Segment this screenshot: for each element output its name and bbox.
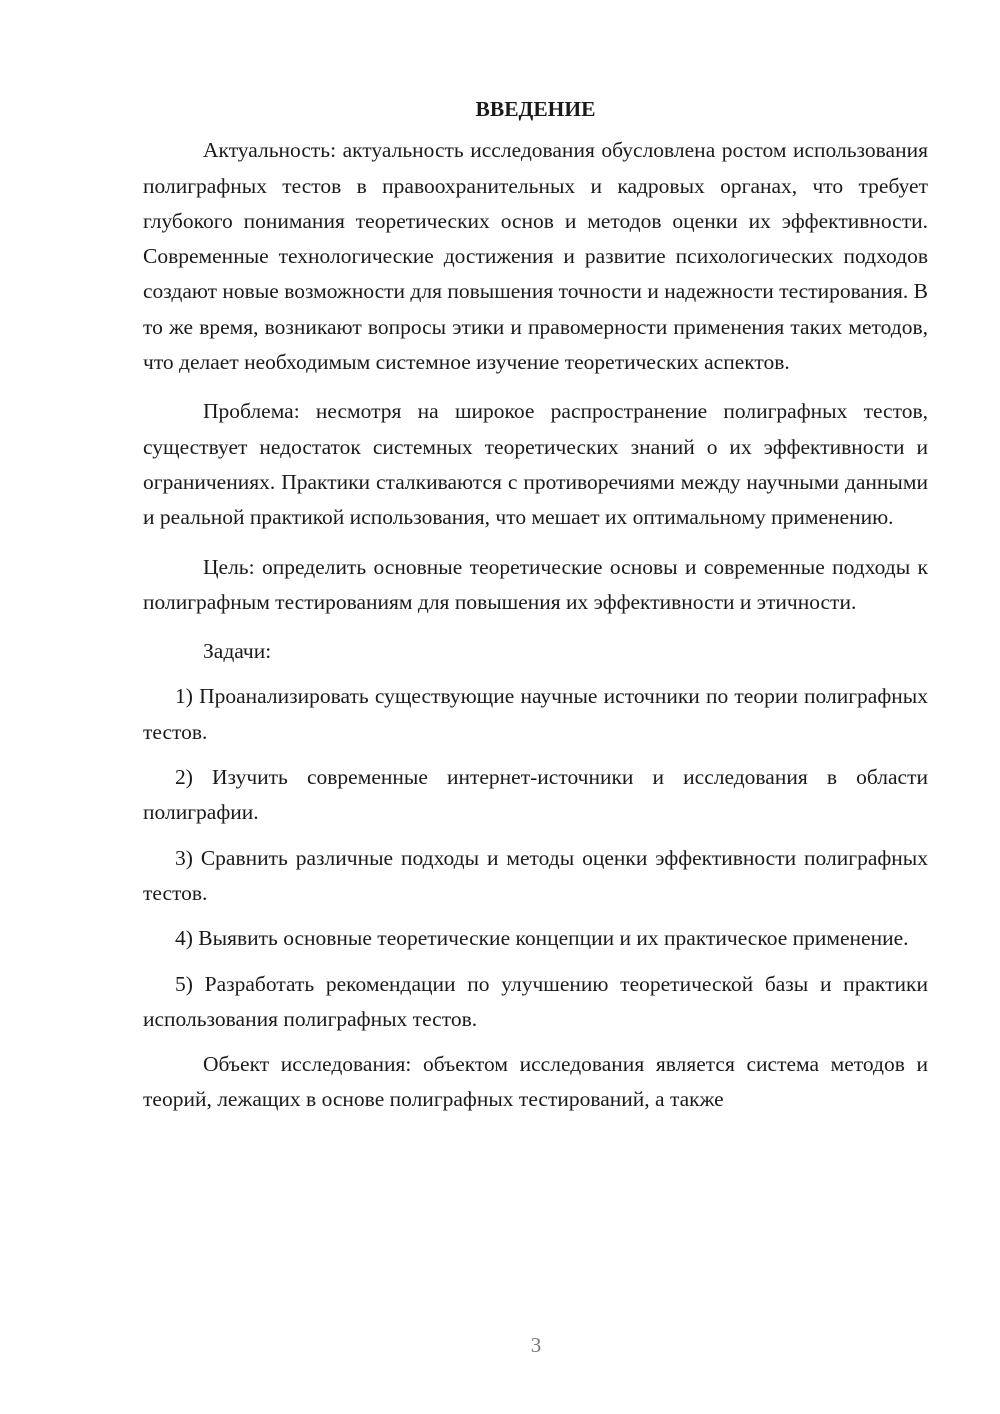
paragraph-object: Объект исследования: объектом исследования является система методов и теорий, лежащих в основе полиграфных тестирований, а также xyxy=(143,1052,928,1112)
paragraph-relevance: Актуальность: актуальность исследования обусловлена ростом использования полиграфных тестов в правоохранительных и кадровых органах, что требует глубокого понимания теоретических основ и методов оценки их эффективности. Современные технологические достижения и развитие психологических подходов создают новые возможности для повышения точности и надежности тестирования. В то же время, возникают вопросы этики и правомерности применения таких методов, что делает необходимым системное изучение теоретических аспектов. xyxy=(143,138,929,375)
section-title: ВВЕДЕНИЕ xyxy=(475,97,596,121)
task-item-3: 3) Сравнить различные подходы и методы оценки эффективности полиграфных тестов. xyxy=(143,845,928,905)
task-item-4: 4) Выявить основные теоретические концепции и их практическое применение. xyxy=(175,926,909,951)
document-page xyxy=(143,92,928,1118)
page-number: 3 xyxy=(530,1333,542,1357)
tasks-label: Задачи: xyxy=(203,639,272,664)
task-item-2: 2) Изучить современные интернет-источники и исследования в области полиграфии. xyxy=(143,765,928,825)
paragraph-problem: Проблема: несмотря на широкое распространение полиграфных тестов, существует недостаток системных теоретических знаний о их эффективности и ограничениях. Практики сталкиваются с противоречиями между научными данными и реальной практикой использования, что мешает их оптимальному применению. xyxy=(143,399,928,530)
task-item-1: 1) Проанализировать существующие научные источники по теории полиграфных тестов. xyxy=(143,684,928,744)
paragraph-goal: Цель: определить основные теоретические основы и современные подходы к полиграфным тестированиям для повышения их эффективности и этичности. xyxy=(143,554,928,614)
task-item-5: 5) Разработать рекомендации по улучшению теоретической базы и практики использования полиграфных тестов. xyxy=(143,971,928,1031)
